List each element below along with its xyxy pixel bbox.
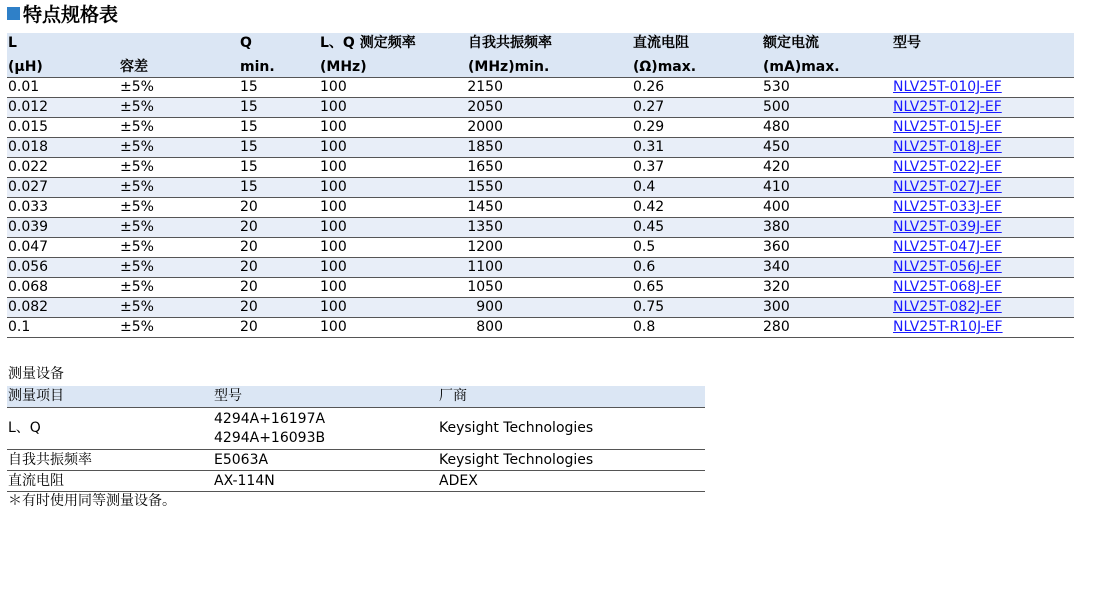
test-freq-cell: 100 xyxy=(319,298,467,318)
table-row xyxy=(7,78,1074,98)
inductance-cell: 0.1 xyxy=(7,318,119,338)
part-number-cell xyxy=(892,198,1074,218)
test-freq-cell: 100 xyxy=(319,118,467,138)
srf-value: 2150 xyxy=(467,79,503,95)
part-number-cell xyxy=(892,278,1074,298)
dc-resistance-cell: 0.29 xyxy=(632,118,762,138)
part-number-link[interactable]: NLV25T-047J-EF xyxy=(893,239,1002,255)
table-row xyxy=(7,218,1074,238)
footnote: ＊有时使用同等测量设备。 xyxy=(8,493,176,509)
dc-resistance-cell: 0.42 xyxy=(632,198,762,218)
srf-value: 1850 xyxy=(467,139,503,155)
test-freq-cell: 100 xyxy=(319,78,467,98)
part-number-cell xyxy=(892,118,1074,138)
inductance-cell: 0.047 xyxy=(7,238,119,258)
rated-current-cell: 400 xyxy=(762,198,892,218)
header-cell: (Ω)max. xyxy=(632,56,762,78)
test-freq-cell: 100 xyxy=(319,138,467,158)
spec-header-row-2 xyxy=(7,56,1074,78)
srf-value: 1200 xyxy=(467,239,503,255)
q-min-cell: 15 xyxy=(239,98,319,118)
measure-item: L、Q xyxy=(7,408,213,450)
inductance-cell: 0.033 xyxy=(7,198,119,218)
tolerance-cell: ±5% xyxy=(119,218,239,238)
srf-cell xyxy=(467,258,632,278)
part-number-link[interactable]: NLV25T-033J-EF xyxy=(893,199,1002,215)
srf-cell xyxy=(467,78,632,98)
tolerance-cell: ±5% xyxy=(119,118,239,138)
tolerance-cell: ±5% xyxy=(119,158,239,178)
inductance-cell: 0.039 xyxy=(7,218,119,238)
inductance-cell: 0.018 xyxy=(7,138,119,158)
q-min-cell: 15 xyxy=(239,158,319,178)
header-cell: Q xyxy=(239,33,319,56)
table-row xyxy=(7,298,1074,318)
table-row xyxy=(7,238,1074,258)
header-cell: min. xyxy=(239,56,319,78)
model-line: 4294A+16197A xyxy=(214,410,326,427)
tolerance-cell: ±5% xyxy=(119,198,239,218)
part-number-link[interactable]: NLV25T-018J-EF xyxy=(893,139,1002,155)
tolerance-cell: ±5% xyxy=(119,318,239,338)
rated-current-cell: 340 xyxy=(762,258,892,278)
measure-item: 自我共振频率 xyxy=(7,450,213,471)
part-number-cell xyxy=(892,98,1074,118)
header-cell: 厂商 xyxy=(438,386,705,408)
inductance-cell: 0.022 xyxy=(7,158,119,178)
header-cell: L、Q 测定频率 xyxy=(319,33,467,56)
table-row xyxy=(7,450,705,471)
table-row xyxy=(7,471,705,492)
inductance-cell: 0.082 xyxy=(7,298,119,318)
tolerance-cell: ±5% xyxy=(119,98,239,118)
dc-resistance-cell: 0.6 xyxy=(632,258,762,278)
tolerance-cell: ±5% xyxy=(119,278,239,298)
dc-resistance-cell: 0.37 xyxy=(632,158,762,178)
part-number-link[interactable]: NLV25T-068J-EF xyxy=(893,279,1002,295)
tolerance-cell: ±5% xyxy=(119,238,239,258)
srf-value: 900 xyxy=(476,299,503,315)
equipment-model: AX-114N xyxy=(213,471,438,492)
q-min-cell: 15 xyxy=(239,118,319,138)
table-row xyxy=(7,198,1074,218)
srf-cell xyxy=(467,118,632,138)
q-min-cell: 20 xyxy=(239,298,319,318)
test-freq-cell: 100 xyxy=(319,278,467,298)
table-row xyxy=(7,278,1074,298)
header-cell: (MHz)min. xyxy=(467,56,632,78)
srf-value: 800 xyxy=(476,319,503,335)
srf-value: 1100 xyxy=(467,259,503,275)
spec-header-row-1 xyxy=(7,33,1074,56)
header-cell: 型号 xyxy=(892,33,1074,56)
maker: Keysight Technologies xyxy=(438,408,705,450)
part-number-cell xyxy=(892,298,1074,318)
equipment-header-row xyxy=(7,386,705,408)
part-number-cell xyxy=(892,138,1074,158)
inductance-cell: 0.027 xyxy=(7,178,119,198)
header-cell xyxy=(119,33,239,56)
tolerance-cell: ±5% xyxy=(119,298,239,318)
header-cell: 直流电阻 xyxy=(632,33,762,56)
test-freq-cell: 100 xyxy=(319,258,467,278)
table-row xyxy=(7,118,1074,138)
q-min-cell: 15 xyxy=(239,78,319,98)
header-cell: L xyxy=(7,33,119,56)
part-number-link[interactable]: NLV25T-082J-EF xyxy=(893,299,1002,315)
part-number-cell xyxy=(892,318,1074,338)
test-freq-cell: 100 xyxy=(319,218,467,238)
part-number-link[interactable]: NLV25T-010J-EF xyxy=(893,79,1002,95)
table-row xyxy=(7,258,1074,278)
maker: Keysight Technologies xyxy=(438,450,705,471)
rated-current-cell: 300 xyxy=(762,298,892,318)
equipment-model: E5063A xyxy=(213,450,438,471)
header-cell: (µH) xyxy=(7,56,119,78)
q-min-cell: 20 xyxy=(239,278,319,298)
inductance-cell: 0.012 xyxy=(7,98,119,118)
rated-current-cell: 320 xyxy=(762,278,892,298)
tolerance-cell: ±5% xyxy=(119,78,239,98)
part-number-link[interactable]: NLV25T-012J-EF xyxy=(893,99,1002,115)
srf-value: 2000 xyxy=(467,119,503,135)
inductance-cell: 0.015 xyxy=(7,118,119,138)
srf-value: 1350 xyxy=(467,219,503,235)
header-cell: (mA)max. xyxy=(762,56,892,78)
dc-resistance-cell: 0.5 xyxy=(632,238,762,258)
equipment-caption: 测量设备 xyxy=(8,366,64,382)
dc-resistance-cell: 0.31 xyxy=(632,138,762,158)
measure-item: 直流电阻 xyxy=(7,471,213,492)
equipment-model xyxy=(213,408,438,450)
inductance-cell: 0.01 xyxy=(7,78,119,98)
table-row xyxy=(7,98,1074,118)
q-min-cell: 20 xyxy=(239,318,319,338)
srf-value: 1050 xyxy=(467,279,503,295)
test-freq-cell: 100 xyxy=(319,178,467,198)
part-number-cell xyxy=(892,78,1074,98)
part-number-cell xyxy=(892,258,1074,278)
dc-resistance-cell: 0.45 xyxy=(632,218,762,238)
tolerance-cell: ±5% xyxy=(119,138,239,158)
rated-current-cell: 480 xyxy=(762,118,892,138)
dc-resistance-cell: 0.27 xyxy=(632,98,762,118)
rated-current-cell: 410 xyxy=(762,178,892,198)
q-min-cell: 20 xyxy=(239,198,319,218)
srf-cell xyxy=(467,298,632,318)
srf-value: 2050 xyxy=(467,99,503,115)
srf-value: 1650 xyxy=(467,159,503,175)
rated-current-cell: 530 xyxy=(762,78,892,98)
test-freq-cell: 100 xyxy=(319,98,467,118)
header-cell: 型号 xyxy=(213,386,438,408)
part-number-link[interactable]: NLV25T-056J-EF xyxy=(893,259,1002,275)
srf-cell xyxy=(467,238,632,258)
rated-current-cell: 280 xyxy=(762,318,892,338)
rated-current-cell: 420 xyxy=(762,158,892,178)
test-freq-cell: 100 xyxy=(319,318,467,338)
part-number-link[interactable]: NLV25T-022J-EF xyxy=(893,159,1002,175)
srf-cell xyxy=(467,98,632,118)
page-title-text: 特点规格表 xyxy=(23,3,119,26)
table-row xyxy=(7,318,1074,338)
table-row xyxy=(7,178,1074,198)
rated-current-cell: 380 xyxy=(762,218,892,238)
header-cell: (MHz) xyxy=(319,56,467,78)
test-freq-cell: 100 xyxy=(319,198,467,218)
q-min-cell: 15 xyxy=(239,178,319,198)
dc-resistance-cell: 0.8 xyxy=(632,318,762,338)
part-number-cell xyxy=(892,158,1074,178)
srf-value: 1450 xyxy=(467,199,503,215)
q-min-cell: 20 xyxy=(239,258,319,278)
title-square-icon xyxy=(7,7,20,20)
inductance-cell: 0.056 xyxy=(7,258,119,278)
srf-cell xyxy=(467,318,632,338)
dc-resistance-cell: 0.26 xyxy=(632,78,762,98)
part-number-cell xyxy=(892,178,1074,198)
rated-current-cell: 450 xyxy=(762,138,892,158)
header-cell: 容差 xyxy=(119,56,239,78)
tolerance-cell: ±5% xyxy=(119,178,239,198)
header-cell: 自我共振频率 xyxy=(467,33,632,56)
part-number-link[interactable]: NLV25T-R10J-EF xyxy=(893,319,1003,335)
dc-resistance-cell: 0.4 xyxy=(632,178,762,198)
spec-table xyxy=(7,33,1074,338)
maker: ADEX xyxy=(438,471,705,492)
srf-value: 1550 xyxy=(467,179,503,195)
srf-cell xyxy=(467,278,632,298)
model-line: 4294A+16093B xyxy=(214,429,326,446)
part-number-link[interactable]: NLV25T-015J-EF xyxy=(893,119,1002,135)
header-cell xyxy=(892,56,1074,78)
part-number-link[interactable]: NLV25T-027J-EF xyxy=(893,179,1002,195)
rated-current-cell: 500 xyxy=(762,98,892,118)
srf-cell xyxy=(467,198,632,218)
header-cell: 额定电流 xyxy=(762,33,892,56)
part-number-cell xyxy=(892,238,1074,258)
test-freq-cell: 100 xyxy=(319,238,467,258)
dc-resistance-cell: 0.65 xyxy=(632,278,762,298)
q-min-cell: 15 xyxy=(239,138,319,158)
test-freq-cell: 100 xyxy=(319,158,467,178)
page-title xyxy=(7,1,118,25)
srf-cell xyxy=(467,138,632,158)
table-row xyxy=(7,138,1074,158)
part-number-cell xyxy=(892,218,1074,238)
equipment-table xyxy=(7,386,705,492)
tolerance-cell: ±5% xyxy=(119,258,239,278)
rated-current-cell: 360 xyxy=(762,238,892,258)
q-min-cell: 20 xyxy=(239,218,319,238)
part-number-link[interactable]: NLV25T-039J-EF xyxy=(893,219,1002,235)
header-cell: 测量项目 xyxy=(7,386,213,408)
srf-cell xyxy=(467,158,632,178)
dc-resistance-cell: 0.75 xyxy=(632,298,762,318)
inductance-cell: 0.068 xyxy=(7,278,119,298)
table-row xyxy=(7,408,705,450)
table-row xyxy=(7,158,1074,178)
q-min-cell: 20 xyxy=(239,238,319,258)
srf-cell xyxy=(467,218,632,238)
srf-cell xyxy=(467,178,632,198)
